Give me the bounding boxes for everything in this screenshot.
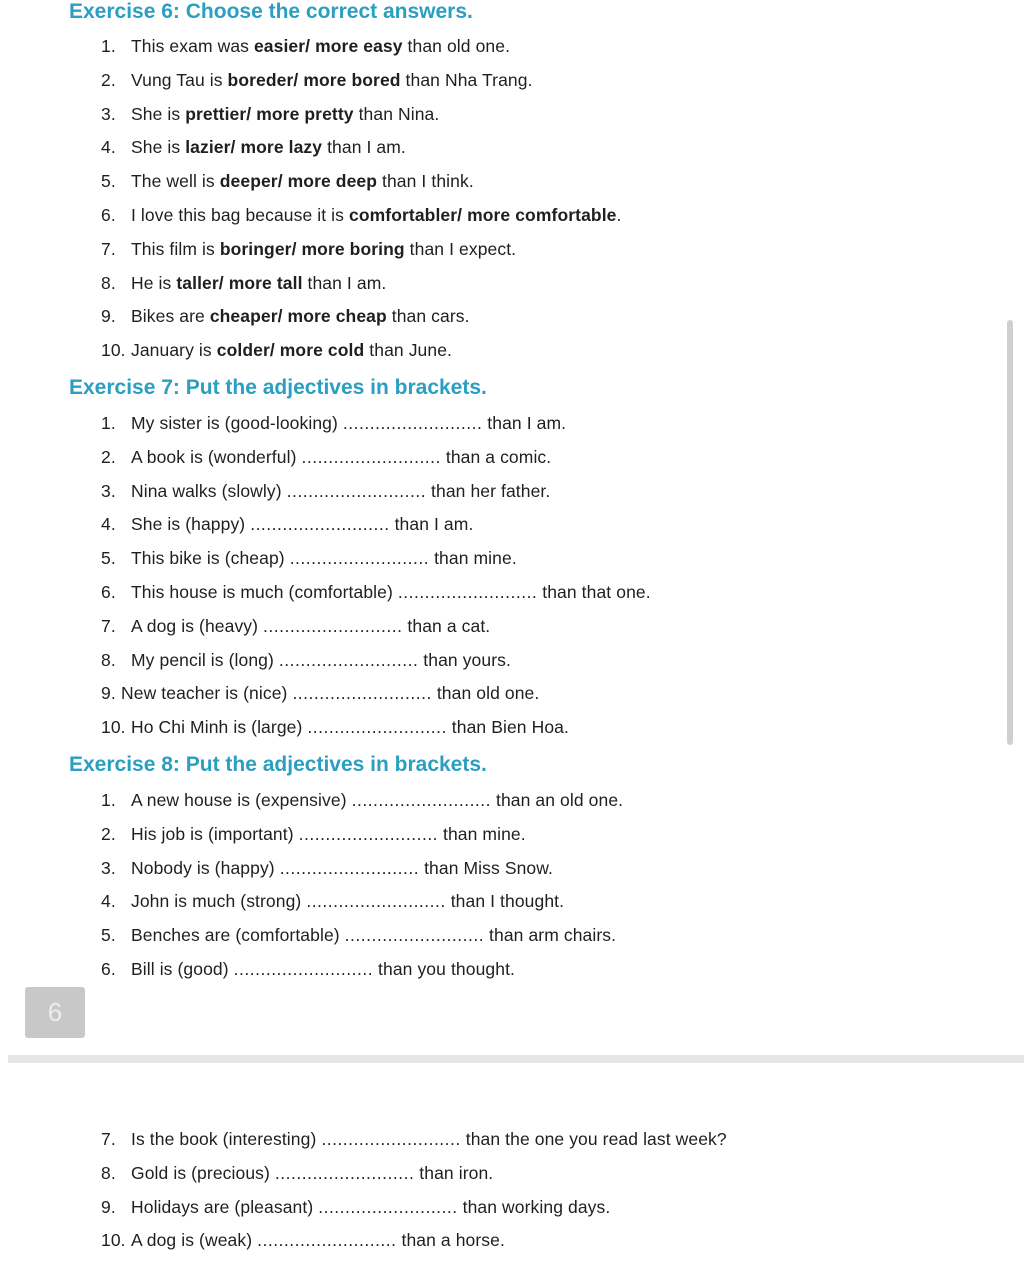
list-item	[101, 207, 621, 225]
item-text-after: than old one.	[402, 36, 511, 56]
answer-blank: ..........................	[397, 582, 538, 602]
list-item	[101, 308, 470, 326]
list-item	[101, 893, 564, 911]
list-item	[101, 38, 510, 56]
item-text-before: Gold is (precious)	[131, 1162, 275, 1183]
item-number: 7.	[101, 238, 116, 259]
list-item	[101, 823, 526, 844]
item-text-before: Benches are (comfortable)	[131, 925, 345, 946]
answer-blank: ..........................	[250, 514, 390, 535]
list-item	[101, 685, 539, 703]
item-text-after: than you thought.	[373, 959, 515, 979]
item-number: 6.	[101, 205, 116, 225]
item-number: 3.	[101, 103, 116, 124]
answer-blank: ..........................	[278, 649, 419, 670]
item-number: 6.	[101, 582, 116, 602]
item-text-after: than I expect.	[404, 238, 517, 259]
answer-choices: prettier/ more pretty	[185, 103, 354, 124]
answer-blank: ..........................	[286, 480, 427, 501]
answer-blank: ..........................	[342, 413, 483, 433]
item-text-after: than Miss Snow.	[419, 857, 553, 878]
answer-blank: ..........................	[351, 790, 492, 810]
item-number: 7.	[101, 1129, 116, 1149]
item-text-before: My sister is (good-looking)	[131, 413, 343, 433]
item-text-after: than June.	[364, 340, 453, 361]
list-item	[101, 480, 551, 501]
item-text-before: This exam was	[131, 36, 254, 56]
list-item	[101, 584, 651, 602]
item-text-after: than arm chairs.	[484, 925, 617, 946]
item-text-after: than iron.	[414, 1162, 494, 1183]
list-item	[101, 719, 569, 737]
answer-choices: easier/ more easy	[253, 36, 403, 56]
page-separator	[8, 1055, 1024, 1063]
item-text-after: than a comic.	[440, 446, 552, 467]
item-number: 5.	[101, 548, 116, 569]
item-text-before: Vung Tau is	[131, 69, 228, 90]
item-text-after: than working days.	[457, 1196, 611, 1217]
item-text-before: He is	[131, 272, 177, 293]
item-number: 4.	[101, 137, 116, 158]
item-number: 5.	[101, 925, 116, 946]
list-item	[101, 103, 440, 124]
answer-blank: ..........................	[257, 1230, 397, 1251]
list-item	[101, 961, 515, 979]
list-item	[101, 927, 616, 945]
item-text-before: She is	[131, 103, 186, 124]
item-number: 1.	[101, 36, 116, 56]
item-number: 3.	[101, 857, 116, 878]
answer-blank: ..........................	[279, 857, 420, 878]
item-text-before: Is the book (interesting)	[131, 1129, 322, 1149]
item-text-before: A dog is (weak)	[131, 1230, 258, 1251]
item-text-after: than her father.	[426, 480, 551, 501]
list-item	[101, 1232, 505, 1250]
page-number-badge: 6	[25, 987, 85, 1038]
item-number: 6.	[101, 959, 116, 979]
exercise-6-title: Exercise 6: Choose the correct answers.	[69, 0, 473, 23]
list-item	[101, 1196, 611, 1217]
list-item	[101, 342, 452, 360]
list-item	[101, 272, 387, 293]
item-text-after: than an old one.	[491, 790, 624, 810]
list-item	[101, 173, 474, 191]
answer-blank: ..........................	[321, 1129, 461, 1149]
answer-choices: taller/ more tall	[176, 272, 303, 293]
item-number: 5.	[101, 171, 116, 192]
item-number: 2.	[101, 69, 116, 90]
list-item	[101, 649, 511, 670]
item-number: 10.	[101, 340, 126, 361]
answer-blank: ..........................	[298, 823, 439, 844]
answer-blank: ..........................	[306, 891, 446, 912]
answer-choices: deeper/ more deep	[219, 171, 378, 192]
list-item	[101, 516, 473, 534]
item-number: 10.	[101, 1230, 126, 1251]
answer-blank: ..........................	[274, 1162, 415, 1183]
answer-choices: boringer/ more boring	[219, 238, 405, 259]
viewer-left-edge	[0, 0, 8, 1269]
item-text-after: than Nina.	[353, 103, 440, 124]
item-text-after: than I think.	[377, 171, 474, 192]
item-text-before: This film is	[131, 238, 220, 259]
item-text-after: than that one.	[537, 582, 651, 602]
answer-choices: colder/ more cold	[216, 340, 365, 361]
item-number: 2.	[101, 823, 116, 844]
item-text-after: than a horse.	[396, 1230, 505, 1251]
item-text-before: A dog is (heavy)	[131, 615, 264, 636]
item-text-after: than I am.	[322, 137, 406, 158]
item-text-before: John is much (strong)	[131, 891, 307, 912]
item-text-after: than cars.	[386, 306, 470, 327]
exercise-8-title: Exercise 8: Put the adjectives in brackets.	[69, 753, 487, 776]
answer-choices: boreder/ more bored	[227, 69, 401, 90]
item-text-before: Holidays are (pleasant)	[131, 1196, 319, 1217]
item-text-after: than old one.	[431, 683, 540, 704]
item-number: 9.	[101, 1196, 116, 1217]
list-item	[101, 139, 406, 157]
item-text-before: Nina walks (slowly)	[131, 480, 287, 501]
item-text-after: than Bien Hoa.	[446, 717, 569, 738]
list-item	[101, 238, 517, 259]
answer-blank: ..........................	[289, 548, 430, 569]
exercise-7-title: Exercise 7: Put the adjectives in brackets.	[69, 376, 487, 399]
answer-blank: ..........................	[307, 717, 447, 738]
list-item	[101, 615, 491, 636]
item-text-after: than mine.	[438, 823, 526, 844]
item-number: 2.	[101, 446, 116, 467]
list-item	[101, 857, 553, 878]
item-text-before: A book is (wonderful)	[131, 446, 302, 467]
item-text-before: I love this bag because it is	[131, 205, 349, 225]
item-number: 9.	[101, 683, 116, 704]
answer-blank: ..........................	[292, 683, 432, 704]
answer-blank: ..........................	[318, 1196, 458, 1217]
item-text-before: Bill is (good)	[131, 959, 234, 979]
item-text-before: My pencil is (long)	[131, 649, 279, 670]
item-text-after: than a cat.	[402, 615, 491, 636]
item-number: 8.	[101, 649, 116, 670]
item-number: 4.	[101, 891, 116, 912]
item-text-before: Ho Chi Minh is (large)	[131, 717, 308, 738]
item-text-before: His job is (important)	[131, 823, 299, 844]
item-number: 8.	[101, 272, 116, 293]
item-number: 8.	[101, 1162, 116, 1183]
document-page	[8, 0, 1012, 1055]
list-item	[101, 69, 533, 90]
item-text-before: Nobody is (happy)	[131, 857, 280, 878]
list-item	[101, 1131, 727, 1149]
answer-blank: ..........................	[301, 446, 441, 467]
item-number: 7.	[101, 615, 116, 636]
list-item	[101, 792, 623, 810]
item-number: 10.	[101, 717, 126, 738]
list-item	[101, 446, 552, 467]
item-number: 1.	[101, 413, 116, 433]
item-text-after: than mine.	[429, 548, 517, 569]
item-text-before: This house is much (comfortable)	[131, 582, 398, 602]
item-text-before: New teacher is (nice)	[121, 683, 293, 704]
scrollbar[interactable]	[1007, 320, 1013, 745]
answer-blank: ..........................	[344, 925, 485, 946]
item-text-after: than I am.	[389, 514, 474, 535]
answer-choices: cheaper/ more cheap	[209, 306, 387, 327]
answer-choices: comfortabler/ more comfortable	[348, 205, 617, 225]
item-text-before: This bike is (cheap)	[131, 548, 290, 569]
item-text-before: She is (happy)	[131, 514, 251, 535]
item-text-before: Bikes are	[131, 306, 210, 327]
item-number: 4.	[101, 514, 116, 535]
list-item	[101, 550, 517, 568]
item-number: 9.	[101, 306, 116, 327]
list-item	[101, 1162, 494, 1183]
item-text-after: than the one you read last week?	[460, 1129, 727, 1149]
item-text-after: than I am.	[482, 413, 567, 433]
item-number: 3.	[101, 480, 116, 501]
item-text-after: than I thought.	[445, 891, 565, 912]
item-text-after: than yours.	[418, 649, 511, 670]
document-page-next	[8, 1063, 1012, 1269]
item-text-before: A new house is (expensive)	[131, 790, 352, 810]
answer-choices: lazier/ more lazy	[185, 137, 323, 158]
item-number: 1.	[101, 790, 116, 810]
answer-blank: ..........................	[233, 959, 374, 979]
item-text-before: She is	[131, 137, 186, 158]
item-text-after: .	[616, 205, 622, 225]
item-text-before: The well is	[131, 171, 220, 192]
item-text-after: than Nha Trang.	[400, 69, 533, 90]
list-item	[101, 415, 566, 433]
answer-blank: ..........................	[263, 615, 403, 636]
item-text-after: than I am.	[302, 272, 387, 293]
item-text-before: January is	[131, 340, 217, 361]
